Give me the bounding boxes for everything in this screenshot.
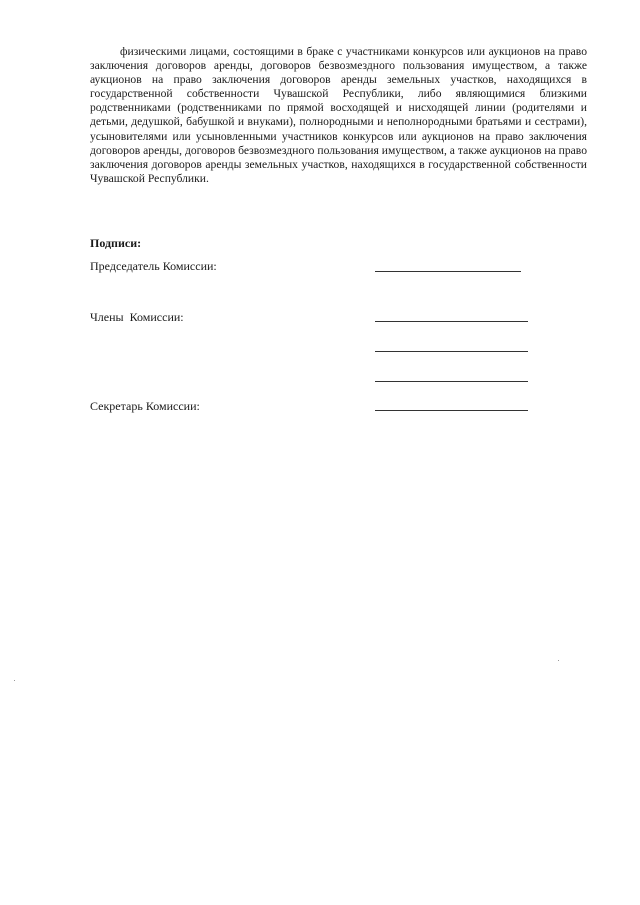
member-signature-line-1 xyxy=(375,321,528,322)
member-signature-line-3 xyxy=(375,381,528,382)
secretary-label: Секретарь Комиссии: xyxy=(90,399,200,413)
member-signature-line-2 xyxy=(375,351,528,352)
chairman-signature-line xyxy=(375,271,521,272)
body-paragraph: физическими лицами, состоящими в браке с участниками конкурсов или аукционов на право заключения договоров аренды, договоров безвозмездного пользования имуществом, а также аукционов на право заключения договоров аренды земельных участков, находящихся в государственной собственности Чувашской Республики, либо являющимися близкими родственниками (родственниками по прямой восходящей и нисходящей линии (родителями и детьми, дедушкой, бабушкой и внуками), полнородными и неполнородными братьями и сестрами), усыновителями или усыновленными участников конкурсов или аукционов на право заключения договоров аренды, договоров безвозмездного пользования имуществом, а также аукционов на право заключения договоров аренды земельных участков, находящихся в государственной собственности Чувашской Республики. xyxy=(90,45,587,185)
secretary-signature-line xyxy=(375,410,528,411)
members-label: Члены Комиссии: xyxy=(90,310,184,324)
scan-speck xyxy=(558,660,559,661)
chairman-label: Председатель Комиссии: xyxy=(90,259,217,273)
signatures-heading: Подписи: xyxy=(90,236,142,250)
scan-speck xyxy=(14,680,15,681)
